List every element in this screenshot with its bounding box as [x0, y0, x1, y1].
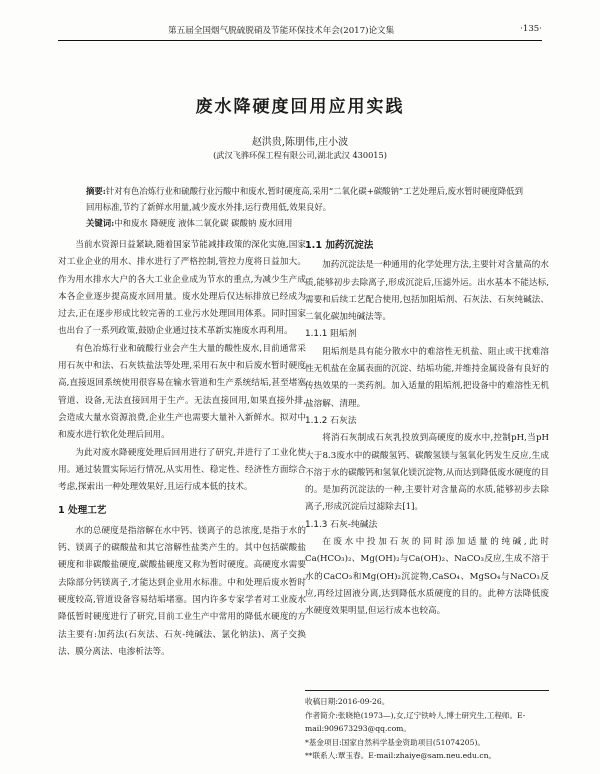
left-column [58, 237, 306, 661]
paragraph: 有色冶炼行业和硫酸行业会产生大量的酸性废水,目前通常采用石灰中和法、石灰铁盐法等处理,采用石灰中和后废水暂时硬度高,直接返回系统使用很容易在输水管道和生产系统结垢,甚至堵塞管道、设备,无法直接回用于生产。无法直接回用,如果直接外排,会造成大量水资源浪费,企业生产也需要大量补入新鲜水。拟对中和废水进行软化处理后回用。 [58, 343, 306, 441]
fund-note: *基金项目:国家自然科学基金资助项目(51074205)。 [305, 737, 486, 747]
received-date: 收稿日期:2016-09-26。 [305, 697, 390, 706]
paper-title: 废水降硬度回用应用实践 [195, 97, 405, 117]
paragraph: 当前水资源日益紧缺,随着国家节能减排政策的深化实施,国家对工业企业的用水、排水进行了严格控制,管控力度将日益加大。作为用水排水大户的各大工业企业成为节水的重点,为减少生产成本各企业逐步提高废水回用量。废水处理后仅达标排放已经成为过去,正在逐步形成比较完善的工业污水处理回用体系。同时国家也出台了一系列政策,鼓励企业通过技术革新实施废水再利用。 [58, 240, 306, 337]
footnotes [305, 690, 549, 763]
subsubsection-heading: 1.1.2 石灰法 [305, 415, 357, 426]
paragraph: 阻垢剂是具有能分散水中的难溶性无机盐、阻止或干扰难溶性无机盐在金属表面的沉淀、结垢功能,并维持金属设备有良好的传热效果的一类药剂。加入适量的阻垢剂,把设备中的难溶性无机盐溶解、清理。 [305, 346, 549, 409]
affiliation: (武汉飞骅环保工程有限公司,湖北武汉 430015) [213, 150, 387, 160]
section-heading: 1 处理工艺 [58, 505, 107, 517]
right-column [305, 237, 549, 621]
paragraph: 加药沉淀法是一种通用的化学处理方法,主要针对含量高的水质,能够初步去除离子,形成沉淀后,压滤外运。出水基本不能达标,需要和后续工艺配合使用,包括加阻垢剂、石灰法、石灰纯碱法、二氧化碳加纯碱法等。 [305, 260, 549, 323]
keywords-text: 中和废水 降硬度 液体二氧化碳 碳酸钠 废水回用 [114, 218, 293, 228]
conference-title: 第五届全国烟气脱硫脱硝及节能环保技术年会(2017)论文集 [168, 26, 395, 36]
subsection-heading: 1.1 加药沉淀法 [305, 240, 374, 251]
contact-note: **联系人:覃玉春。E-mail:zhaiye@sam.neu.edu.cn。 [305, 751, 497, 760]
running-header [58, 22, 542, 41]
author-list: 赵洪贵,陈朋伟,庄小波 [251, 137, 349, 148]
abstract-text: 针对有色冶炼行业和硫酸行业污酸中和废水,暂时硬度高,采用“二氧化碳+碳酸钠”工艺处理后,废水暂时硬度降低到回用标准,节约了新鲜水用量,减少废水外排,运行费用低,效果良好。 [86, 186, 524, 212]
page-number: ·135· [520, 24, 542, 34]
abstract-label: 摘要: [86, 186, 106, 196]
subsubsection-heading: 1.1.3 石灰-纯碱法 [305, 519, 378, 530]
paragraph: 将消石灰制成石灰乳投放到高硬度的废水中,控制pH,当pH大于8.3废水中的碳酸氢钙、碳酸氢镁与氢氧化钙发生反应,生成不溶于水的碳酸钙和氢氧化镁沉淀物,从而达到降低废水硬度的目的。是加药沉淀法的一种,主要针对含量高的水质,能够初步去除离子,形成沉淀后过滤除去[1]。 [305, 433, 549, 513]
author-bio: 作者简介:张晓艳(1973—),女,辽宁铁岭人,博士研究生,工程师。E-mail:909673293@qq.com。 [305, 710, 526, 733]
subsubsection-heading: 1.1.1 阻垢剂 [305, 329, 357, 340]
abstract-block [86, 183, 524, 231]
paragraph: 水的总硬度是指溶解在水中钙、镁离子的总浓度,是指于水的钙、镁离子的碳酸盐和其它溶解性盐类产生的。其中包括碳酸盐硬度和非碳酸盐硬度,碳酸盐硬度又称为暂时硬度。高硬度水需要去除部分钙镁离子,才能达到企业用水标准。中和处理后废水暂时硬度较高,管道设备容易结垢堵塞。国内许多专家学者对工业废水降低暂时硬度进行了研究,目前工业生产中常用的降低水硬度的方法主要有:加药法(石灰法、石灰-纯碱法、氯化钠法)、离子交换法、膜分离法、电渗析法等。 [58, 525, 306, 657]
paragraph: 在废水中投加石灰的同时添加适量的纯碱,此时Ca(HCO₃)₂、Mg(OH)₂与Ca(OH)₂、NaCO₃反应,生成不溶于水的CaCO₃和Mg(OH)₂沉淀物,CaSO₄、MgSO₄与NaCO₃反应,再经过固液分离,达到降低水质硬度的目的。此种方法降低废水硬度效果明显,但运行成本也较高。 [305, 537, 549, 617]
keywords-label: 关键词: [86, 218, 115, 228]
paragraph: 为此对废水降硬度处理后回用进行了研究,并进行了工业化使用。通过装置实际运行情况,从实用性、稳定性、经济性方面综合考虑,探索出一种处理效果好,且运行成本低的技术。 [58, 447, 306, 493]
